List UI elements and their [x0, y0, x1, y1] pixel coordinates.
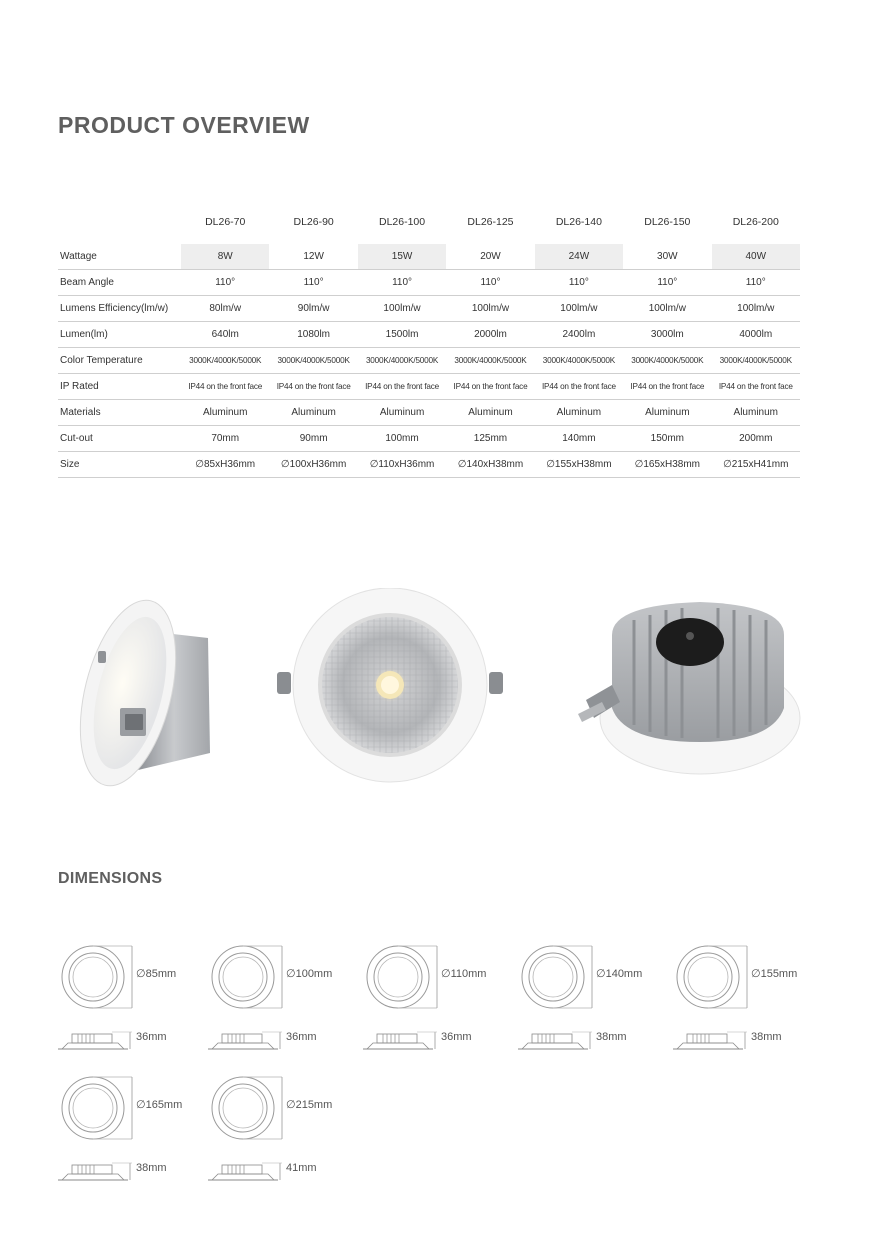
diameter-label: ∅100mm [286, 968, 333, 980]
spec-cell: 40W [712, 244, 800, 270]
diameter-label: ∅165mm [136, 1099, 183, 1111]
top-view-drawing [58, 1073, 138, 1143]
downlight-side-view-image [58, 588, 218, 788]
spec-cell: 70mm [181, 426, 269, 452]
spec-cell: 90mm [269, 426, 357, 452]
dimension-drawing [208, 942, 348, 1062]
spec-cell: Aluminum [535, 400, 623, 426]
spec-cell: 3000K/4000K/5000K [712, 348, 800, 374]
model-header: DL26-200 [732, 216, 779, 228]
side-view-drawing [56, 1155, 134, 1185]
spec-cell: 12W [269, 244, 357, 270]
height-label: 38mm [136, 1162, 167, 1174]
spec-cell: 640lm [181, 322, 269, 348]
model-header: DL26-100 [378, 216, 426, 228]
spec-cell: 90lm/w [269, 296, 357, 322]
model-header: DL26-125 [467, 216, 514, 228]
diameter-label: ∅85mm [136, 968, 177, 980]
spec-header-row [58, 208, 800, 244]
top-view-drawing [58, 942, 138, 1012]
top-view-drawing [673, 942, 753, 1012]
spec-cell: 100lm/w [446, 296, 534, 322]
spec-cell: 3000K/4000K/5000K [269, 348, 357, 374]
height-label: 38mm [596, 1031, 627, 1043]
dimensions-title: DIMENSIONS [58, 870, 163, 887]
spec-cell: IP44 on the front face [358, 374, 446, 400]
spec-row [58, 452, 800, 478]
spec-cell: IP44 on the front face [269, 374, 357, 400]
diameter-label: ∅110mm [441, 968, 487, 980]
spec-cell: Aluminum [446, 400, 534, 426]
spec-row-label: IP Rated [58, 374, 181, 400]
height-label: 41mm [286, 1162, 317, 1174]
spec-cell: 100lm/w [712, 296, 800, 322]
spec-row-label: Lumens Efficiency(lm/w) [58, 296, 181, 322]
spec-row-label: Beam Angle [58, 270, 181, 296]
spec-cell: 20W [446, 244, 534, 270]
spec-cell: ∅110xH36mm [358, 452, 446, 478]
spec-cell: IP44 on the front face [446, 374, 534, 400]
model-header: DL26-70 [205, 216, 246, 228]
spec-cell: 150mm [623, 426, 711, 452]
spec-cell: 100lm/w [535, 296, 623, 322]
spec-cell: 110° [358, 270, 446, 296]
spec-row [58, 296, 800, 322]
side-view-drawing [361, 1024, 439, 1054]
model-header: DL26-140 [555, 216, 602, 228]
spec-cell: 3000K/4000K/5000K [358, 348, 446, 374]
top-view-drawing [208, 942, 288, 1012]
spec-row-label: Wattage [58, 244, 181, 270]
spec-cell: Aluminum [181, 400, 269, 426]
spec-cell: 1080lm [269, 322, 357, 348]
height-label: 36mm [441, 1031, 472, 1043]
spec-cell: 24W [535, 244, 623, 270]
spec-row-label: Lumen(lm) [58, 322, 181, 348]
spec-row [58, 374, 800, 400]
side-view-drawing [671, 1024, 749, 1054]
page-title: PRODUCT OVERVIEW [58, 112, 310, 138]
spec-cell: 110° [712, 270, 800, 296]
height-label: 36mm [286, 1031, 317, 1043]
spec-header-blank [58, 208, 181, 244]
spec-cell: ∅155xH38mm [535, 452, 623, 478]
spec-cell: 140mm [535, 426, 623, 452]
side-view-drawing [516, 1024, 594, 1054]
spec-cell: 3000K/4000K/5000K [623, 348, 711, 374]
spec-cell: 110° [623, 270, 711, 296]
spec-cell: ∅165xH38mm [623, 452, 711, 478]
spec-cell: IP44 on the front face [535, 374, 623, 400]
spec-cell: 100lm/w [623, 296, 711, 322]
dimension-drawing [58, 942, 198, 1062]
spec-cell: 200mm [712, 426, 800, 452]
height-label: 36mm [136, 1031, 167, 1043]
side-view-drawing [206, 1155, 284, 1185]
spec-row-label: Color Temperature [58, 348, 181, 374]
spec-row [58, 348, 800, 374]
spec-cell: Aluminum [358, 400, 446, 426]
model-header: DL26-90 [293, 216, 334, 228]
downlight-front-view-image [275, 588, 505, 788]
spec-row-label: Size [58, 452, 181, 478]
diameter-label: ∅215mm [286, 1099, 333, 1111]
diameter-label: ∅140mm [596, 968, 643, 980]
spec-cell: ∅85xH36mm [181, 452, 269, 478]
dimension-drawing [518, 942, 658, 1062]
dimension-drawing [58, 1073, 198, 1193]
model-header: DL26-150 [644, 216, 691, 228]
spec-row [58, 322, 800, 348]
downlight-back-view-image [572, 590, 807, 780]
spec-cell: 2000lm [446, 322, 534, 348]
spec-cell: 1500lm [358, 322, 446, 348]
spec-cell: ∅215xH41mm [712, 452, 800, 478]
spec-cell: 15W [358, 244, 446, 270]
diameter-label: ∅155mm [751, 968, 798, 980]
dimension-drawing [208, 1073, 348, 1193]
spec-cell: 3000K/4000K/5000K [181, 348, 269, 374]
spec-cell: 2400lm [535, 322, 623, 348]
height-label: 38mm [751, 1031, 782, 1043]
spec-cell: 80lm/w [181, 296, 269, 322]
spec-cell: 3000K/4000K/5000K [535, 348, 623, 374]
spec-cell: ∅140xH38mm [446, 452, 534, 478]
spec-cell: 4000lm [712, 322, 800, 348]
spec-cell: 8W [181, 244, 269, 270]
spec-row-label: Cut-out [58, 426, 181, 452]
spec-cell: Aluminum [623, 400, 711, 426]
spec-row [58, 426, 800, 452]
spec-row [58, 270, 800, 296]
spec-row [58, 400, 800, 426]
spec-cell: 110° [535, 270, 623, 296]
side-view-drawing [56, 1024, 134, 1054]
side-view-drawing [206, 1024, 284, 1054]
spec-cell: 110° [446, 270, 534, 296]
spec-cell: Aluminum [269, 400, 357, 426]
spec-cell: 100mm [358, 426, 446, 452]
dimension-drawing [673, 942, 813, 1062]
spec-cell: IP44 on the front face [712, 374, 800, 400]
spec-cell: 3000lm [623, 322, 711, 348]
spec-row [58, 244, 800, 270]
spec-cell: ∅100xH36mm [269, 452, 357, 478]
spec-table [58, 208, 800, 478]
spec-cell: 30W [623, 244, 711, 270]
spec-cell: Aluminum [712, 400, 800, 426]
spec-cell: IP44 on the front face [181, 374, 269, 400]
spec-row-label: Materials [58, 400, 181, 426]
spec-cell: 125mm [446, 426, 534, 452]
top-view-drawing [518, 942, 598, 1012]
dimension-drawing [363, 942, 503, 1062]
spec-cell: 100lm/w [358, 296, 446, 322]
spec-cell: 110° [181, 270, 269, 296]
spec-cell: 3000K/4000K/5000K [446, 348, 534, 374]
spec-cell: IP44 on the front face [623, 374, 711, 400]
top-view-drawing [363, 942, 443, 1012]
top-view-drawing [208, 1073, 288, 1143]
spec-cell: 110° [269, 270, 357, 296]
